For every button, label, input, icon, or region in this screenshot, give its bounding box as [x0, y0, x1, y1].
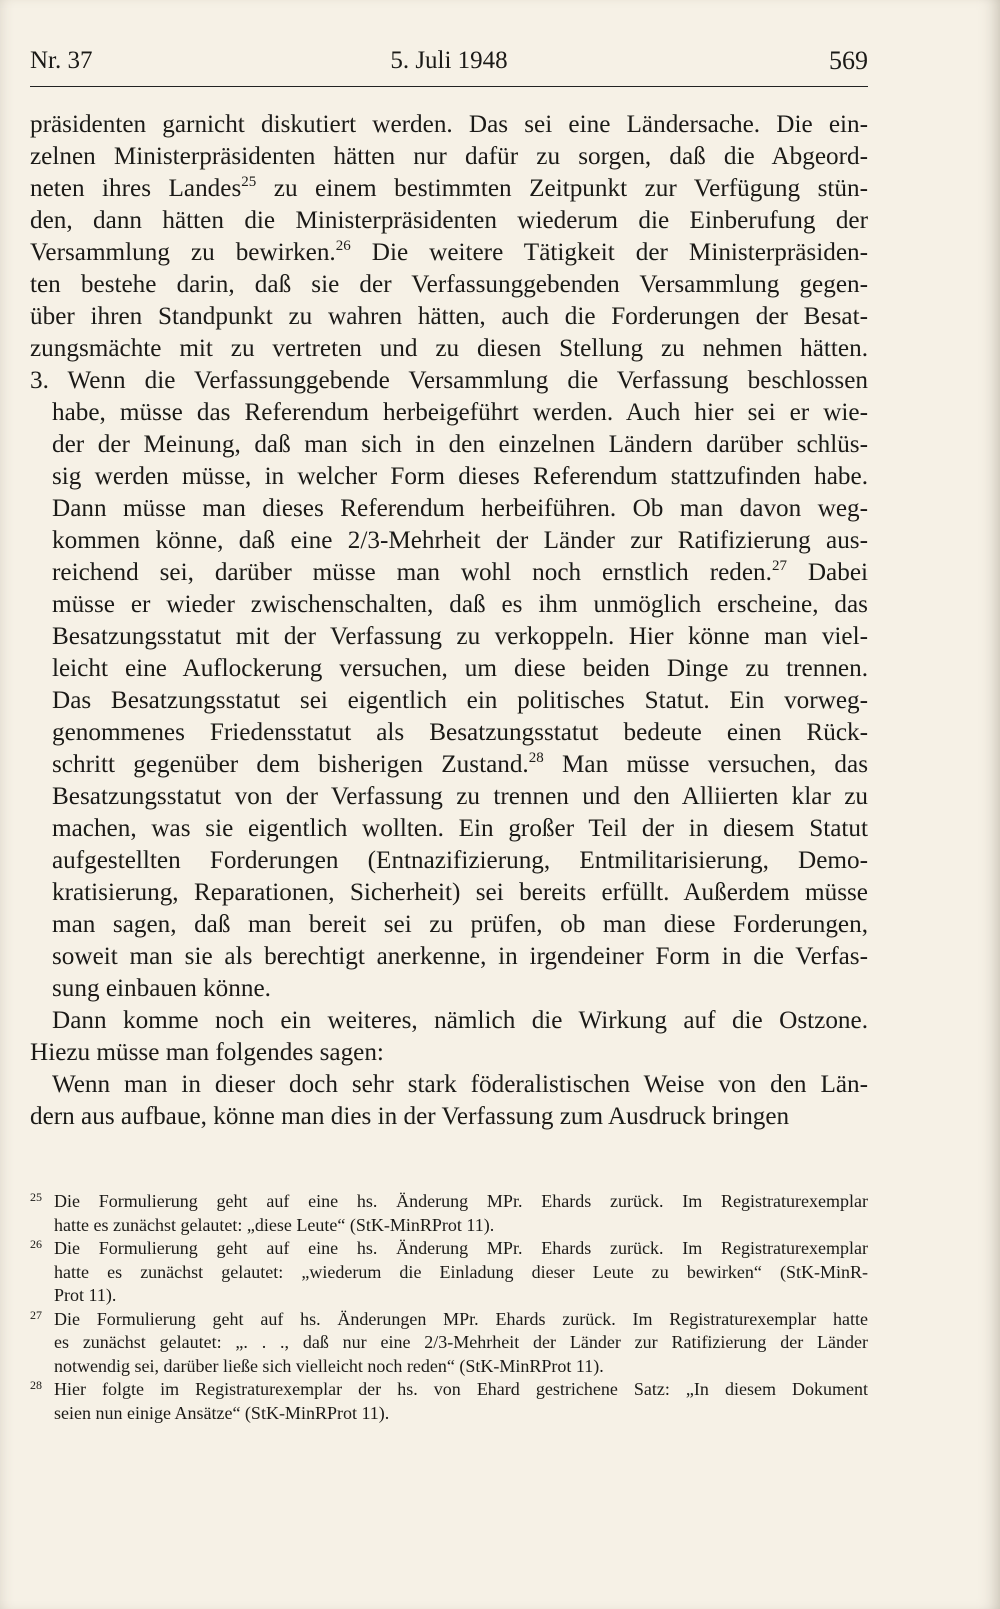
body-line: Wenn man in dieser doch sehr stark föderalistischen Weise von den Län-: [52, 1071, 868, 1098]
body-line: kommen könne, daß eine 2/3-Mehrheit der Länder zur Ratifizierung aus-: [52, 527, 868, 554]
footnote-reference: 28: [528, 750, 544, 766]
footnote-line: hatte es zunächst gelautet: „diese Leute“ (StK-MinRProt 11).: [54, 1214, 495, 1235]
footnote-line: hatte es zunächst gelautet: „wiederum die Einladung dieser Leute zu bewirken“ (StK-MinR-: [54, 1261, 868, 1282]
footnote-line: Prot 11).: [54, 1285, 117, 1305]
footnote-line: Die Formulierung geht auf eine hs. Änderung MPr. Ehards zurück. Im Registraturexemplar: [54, 1238, 868, 1258]
footnote-reference: 27: [771, 558, 787, 574]
body-line: Versammlung zu bewirken.$^{26}$ Die weitere Tätigkeit der Ministerpräsiden-: [30, 238, 868, 266]
footnote-reference: 26: [335, 238, 351, 254]
footnote-number: 27: [30, 1307, 42, 1322]
body-line: dern aus aufbaue, könne man dies in der Verfassung zum Ausdruck bringen: [30, 1103, 790, 1130]
footnote-number: 26: [30, 1237, 42, 1251]
footnote: [30, 1308, 868, 1379]
body-line: sung einbauen könne.: [52, 975, 271, 1002]
body-line: präsidenten garnicht diskutiert werden. Das sei eine Ländersache. Die ein-: [30, 111, 868, 138]
footnote-line: es zunächst gelautet: „. . ., daß nur eine 2/3-Mehrheit der Länder zur Ratifizierung der Länder: [54, 1332, 868, 1352]
footnote-line: Hier folgte im Registraturexemplar der hs. von Ehard gestrichene Satz: „In diesem Dokument: [54, 1379, 868, 1399]
body-line: sig werden müsse, in welcher Form dieses Referendum stattzufinden habe.: [52, 463, 868, 490]
body-line: machen, was sie eigentlich wollten. Ein großer Teil der in diesem Statut: [52, 815, 868, 842]
body-line: 3. Wenn die Verfassunggebende Versammlung die Verfassung beschlossen: [30, 367, 868, 394]
footnote-reference: 25: [241, 174, 257, 190]
body-line: zelnen Ministerpräsidenten hätten nur dafür zu sorgen, daß die Abgeord-: [30, 143, 868, 170]
page-number: 569: [829, 46, 868, 75]
body-line: müsse er wieder zwischenschalten, daß es ihm unmöglich erscheine, das: [52, 591, 868, 618]
footnote-line: Die Formulierung geht auf eine hs. Änderung MPr. Ehards zurück. Im Registraturexemplar: [54, 1191, 868, 1211]
body-line: den, dann hätten die Ministerpräsidenten wiederum die Einberufung der: [30, 207, 868, 234]
footnote-line: Die Formulierung geht auf hs. Änderungen MPr. Ehards zurück. Im Registraturexemplar hatte: [54, 1308, 868, 1329]
footnote-line: notwendig sei, darüber ließe sich vielleicht noch reden“ (StK-MinRProt 11).: [54, 1355, 604, 1376]
body-line: Hiezu müsse man folgendes sagen:: [30, 1039, 384, 1066]
body-line: über ihren Standpunkt zu wahren hätten, auch die Forderungen der Besat-: [30, 303, 868, 330]
body-line: man sagen, daß man bereit sei zu prüfen, ob man diese Forderungen,: [52, 911, 868, 938]
running-header: [30, 46, 868, 87]
body-line: schritt gegenüber dem bisherigen Zustand.$^{28}$ Man müsse versuchen, das: [52, 750, 868, 778]
body-line: neten ihres Landes$^{25}$ zu einem bestimmten Zeitpunkt zur Verfügung stün-: [30, 174, 868, 202]
body-line: kratisierung, Reparationen, Sicherheit) sei bereits erfüllt. Außerdem müsse: [52, 879, 868, 906]
footnote: [30, 1190, 868, 1237]
body-line: Besatzungsstatut von der Verfassung zu trennen und den Alliierten klar zu: [52, 783, 868, 810]
body-line: Dann komme noch ein weiteres, nämlich die Wirkung auf die Ostzone.: [52, 1007, 868, 1034]
body-line: soweit man sie als berechtigt anerkenne, in irgendeiner Form in die Verfas-: [52, 943, 868, 970]
footnote-line: seien nun einige Ansätze“ (StK-MinRProt 11).: [54, 1402, 390, 1423]
body-line: Dann müsse man dieses Referendum herbeiführen. Ob man davon weg-: [52, 495, 868, 522]
body-line: reichend sei, darüber müsse man wohl noch ernstlich reden.$^{27}$ Dabei: [52, 558, 869, 586]
footnotes: [30, 1190, 868, 1425]
footnote: [30, 1237, 868, 1308]
body-line: ten bestehe darin, daß sie der Verfassunggebenden Versammlung gegen-: [30, 271, 868, 298]
body-line: Besatzungsstatut mit der Verfassung zu verkoppeln. Hier könne man viel-: [52, 623, 868, 650]
footnote-number: 28: [30, 1378, 42, 1392]
document-number: Nr. 37: [30, 47, 93, 74]
body-text: [30, 109, 868, 1133]
body-line: Das Besatzungsstatut sei eigentlich ein politisches Statut. Ein vorweg-: [52, 687, 868, 714]
body-line: leicht eine Auflockerung versuchen, um diese beiden Dinge zu trennen.: [52, 655, 868, 682]
body-line: zungsmächte mit zu vertreten und zu diesen Stellung zu nehmen hätten.: [30, 335, 868, 362]
header-date: 5. Juli 1948: [390, 47, 508, 74]
body-line: aufgestellten Forderungen (Entnazifizierung, Entmilitarisierung, Demo-: [52, 847, 868, 874]
footnote: [30, 1378, 868, 1425]
footnote-number: 25: [30, 1190, 42, 1204]
body-line: der der Meinung, daß man sich in den einzelnen Ländern darüber schlüs-: [52, 431, 868, 458]
body-line: genommenes Friedensstatut als Besatzungsstatut bedeute einen Rück-: [52, 719, 868, 746]
body-line: habe, müsse das Referendum herbeigeführt werden. Auch hier sei er wie-: [52, 399, 868, 426]
